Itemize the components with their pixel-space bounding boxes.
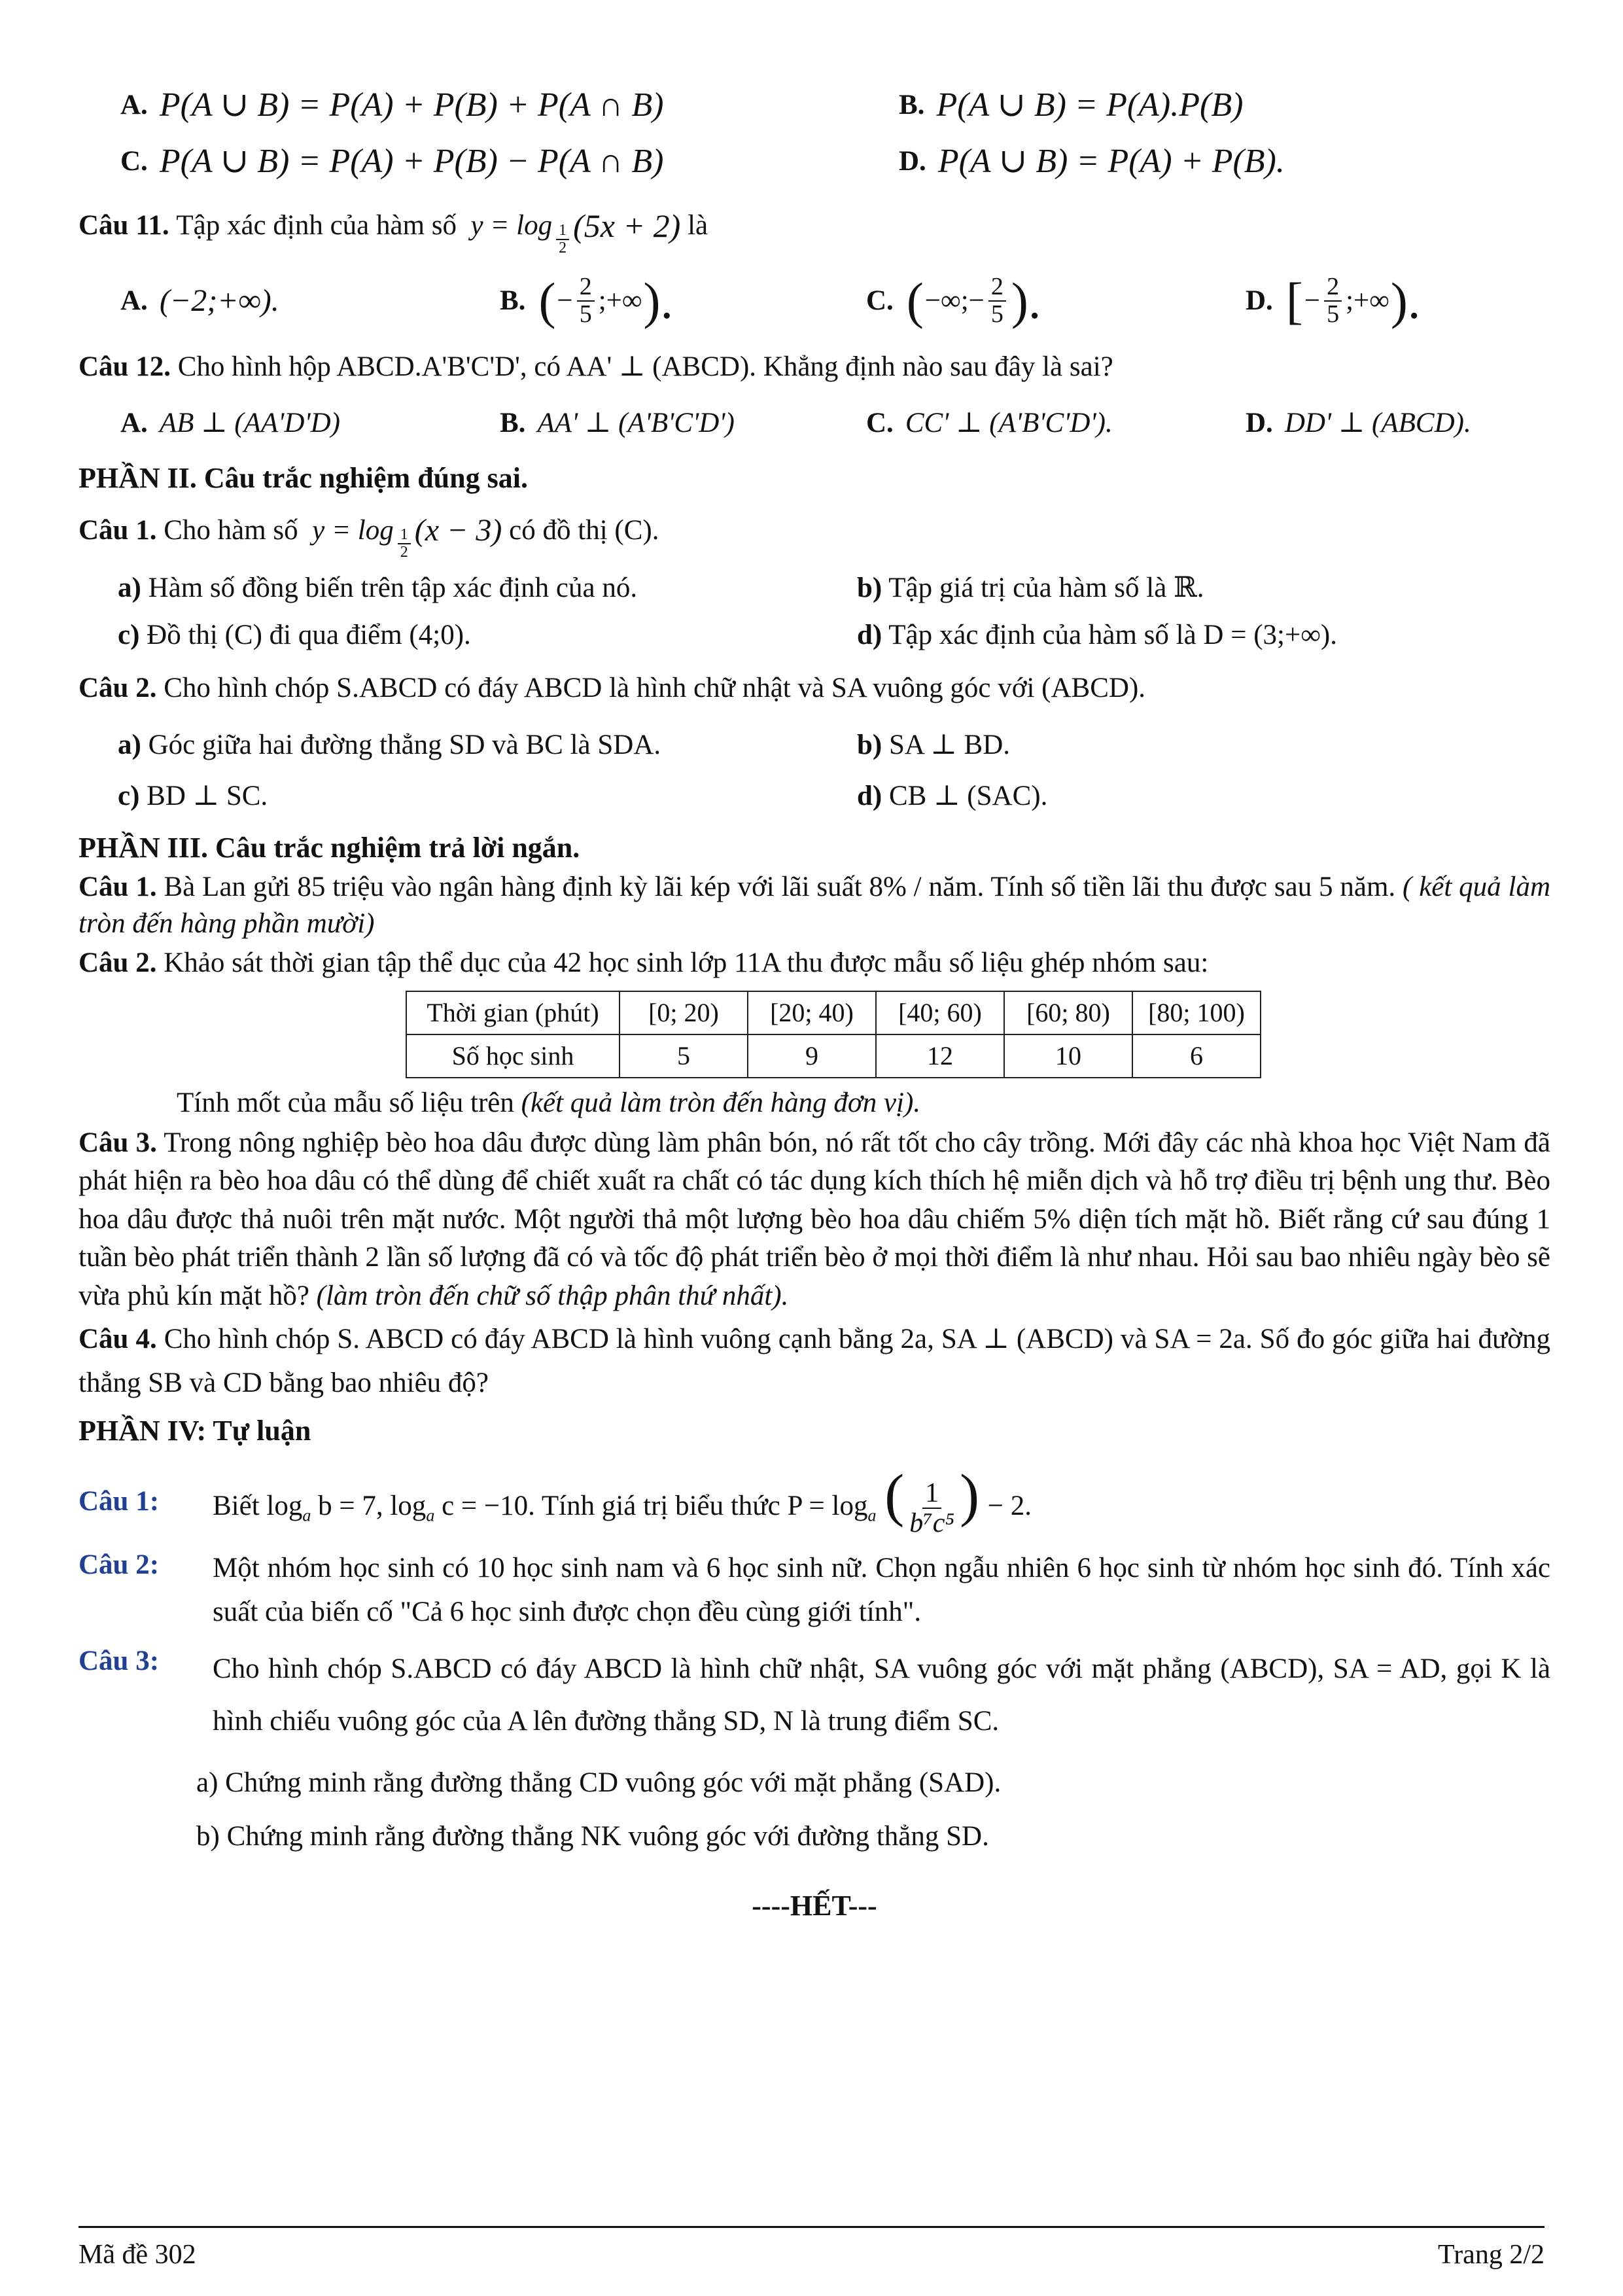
fraction (988, 274, 1006, 328)
statement-label: b) (857, 573, 882, 604)
question-text: Khảo sát thời gian tập thể dục của 42 học sinh lớp 11A thu được mẫu số liệu ghép nhóm sau: (164, 947, 1209, 979)
formula: y = log (312, 515, 394, 546)
table-cell: [0; 20) (620, 991, 748, 1034)
q10-option-b (899, 83, 1243, 128)
part2-q2-stem (79, 659, 1550, 718)
option-label: C. (866, 408, 894, 439)
table-cell: [80; 100) (1132, 991, 1261, 1034)
subpart-a: a) Chứng minh rằng đường thẳng CD vuông góc với mặt phẳng (SAD). (196, 1767, 1002, 1799)
fraction-num: 2 (988, 274, 1006, 302)
fraction-den: 5 (579, 300, 592, 328)
part2-q1-row-ab (79, 565, 1550, 612)
question-label: Câu 12. (79, 351, 171, 383)
option-label: A. (120, 408, 148, 439)
part3-q4 (79, 1318, 1550, 1405)
log-base-den: 2 (559, 239, 567, 256)
q10-option-a (79, 83, 899, 128)
part4-q1 (79, 1462, 1550, 1538)
statement-text: Góc giữa hai đường thẳng SD và BC là SDA. (148, 730, 661, 761)
option-text: AA' ⊥ (A'B'C'D') (537, 408, 735, 439)
option-pre: − (557, 285, 573, 317)
option-text: P(A ∪ B) = P(A) + P(B). (937, 143, 1285, 181)
question-label: Câu 1. (79, 515, 157, 546)
q11-options (79, 262, 1550, 340)
option-label: B. (500, 285, 526, 317)
option-text: P(A ∪ B) = P(A) + P(B) + P(A ∩ B) (159, 86, 664, 124)
option-post: ;+∞ (1346, 285, 1389, 317)
statement-label: d) (857, 781, 882, 812)
page-number: Trang 2/2 (1438, 2240, 1544, 2270)
paren-open: ( (538, 272, 556, 329)
part3-q2-after (79, 1085, 1550, 1122)
table-cell: 10 (1004, 1034, 1132, 1078)
exam-page (79, 77, 1550, 1924)
part2-q2-row-cd (79, 773, 1550, 820)
q12-option-a (79, 405, 500, 442)
table-row (406, 991, 1261, 1034)
statement-text: Tập giá trị của hàm số là ℝ. (888, 573, 1204, 604)
question-note: (làm tròn đến chữ số thập phân thứ nhất). (316, 1280, 789, 1311)
part2-q2-row-ab (79, 718, 1550, 773)
option-label: A. (120, 90, 148, 121)
part4-q3-subparts (79, 1756, 1550, 1863)
question-label: Câu 3: (79, 1646, 160, 1677)
fraction-num: 2 (577, 274, 595, 302)
question-text: Tập xác định của hàm số (176, 210, 457, 241)
question-text: Cho hình chóp S.ABCD có đáy ABCD là hình chữ nhật, SA vuông góc với mặt phẳng (ABCD), SA = AD, gọi K là hình chiếu vuông góc của A lên đường thẳng SD, N là trung điểm SC. (213, 1653, 1550, 1737)
question-text: Cho hình hộp ABCD.A'B'C'D', có AA' ⊥ (ABCD). Khẳng định nào sau đây là sai? (177, 351, 1113, 383)
log-subscript: a (426, 1506, 435, 1525)
table-cell: 9 (748, 1034, 876, 1078)
question-text: Một nhóm học sinh có 10 học sinh nam và 6 học sinh nữ. Chọn ngẫu nhiên 6 học sinh từ nhóm học sinh đó. Tính xác suất của biến cố "Cả 6 học sinh được chọn đều cùng giới tính". (213, 1552, 1550, 1627)
q12-options (79, 394, 1550, 453)
option-text: DD' ⊥ (ABCD). (1284, 408, 1471, 439)
statement-label: a) (118, 573, 141, 604)
question-label: Câu 4. (79, 1324, 157, 1355)
question-text-post: có đồ thị (C). (509, 515, 659, 546)
grouped-data-table (406, 991, 1261, 1078)
option-pre: −∞;− (924, 285, 985, 317)
part3-q2 (79, 945, 1550, 981)
formula-arg: (5x + 2) (573, 207, 681, 244)
q10-option-c (79, 139, 899, 184)
table-cell: Thời gian (phút) (406, 991, 620, 1034)
statement-text: Tập xác định của hàm số là D = (3;+∞). (888, 620, 1337, 651)
log-subscript: a (867, 1506, 877, 1525)
text-part: − 2. (987, 1490, 1032, 1521)
paren-close: ). (1390, 272, 1421, 329)
bracket-open: [ (1285, 272, 1303, 329)
question-text: Cho hình chóp S.ABCD có đáy ABCD là hình chữ nhật và SA vuông góc với (ABCD). (164, 673, 1146, 704)
part2-q1-stem (79, 497, 1550, 565)
page-footer (79, 2226, 1544, 2273)
question-label: Câu 1: (79, 1486, 160, 1517)
q10-option-d (899, 139, 1285, 184)
table-cell: [60; 80) (1004, 991, 1132, 1034)
statement-text: SA ⊥ BD. (888, 730, 1011, 761)
option-label: C. (866, 285, 894, 317)
option-label: C. (120, 146, 148, 177)
section-title-part4: PHẦN IV: Tự luận (79, 1414, 311, 1447)
paren-close: ). (643, 272, 674, 329)
question-text: Biết $\log_a b = 7$, $\log_a c = -10$. Tính giá trị biểu thức $P = \log_a$ ( $\frac{1}{\text{b⁷c⁵}}$ ) − 2. (213, 1462, 1032, 1538)
statement-text: Đồ thị (C) đi qua điểm (4;0). (147, 620, 471, 651)
q11-option-a (79, 281, 500, 321)
question-note: (kết quả làm tròn đến hàng đơn vị). (521, 1087, 921, 1119)
q12-stem (79, 340, 1550, 394)
formula: y = log (470, 210, 553, 241)
end-marker: ----HẾT--- (752, 1889, 877, 1922)
log-subscript: a (302, 1506, 311, 1525)
fraction-den: 5 (990, 300, 1003, 328)
q11-stem (79, 190, 1550, 262)
question-tail: là (688, 210, 708, 241)
paren-open: ( (906, 272, 924, 329)
q10-options-row-2 (79, 133, 1550, 190)
fraction (1324, 274, 1342, 328)
question-label: Câu 2. (79, 673, 157, 704)
text-part: c = −10. Tính giá trị biểu thức P = log (442, 1490, 868, 1521)
statement-text: Hàm số đồng biến trên tập xác định của nó. (148, 573, 638, 604)
q11-option-b (500, 274, 866, 328)
q12-option-c (866, 405, 1246, 442)
text-part: b = 7, log (318, 1490, 427, 1521)
option-text: CC' ⊥ (A'B'C'D'). (905, 408, 1113, 439)
statement-text: CB ⊥ (SAC). (888, 781, 1048, 812)
question-text: Cho hàm số (164, 515, 298, 546)
question-text: Tính mốt của mẫu số liệu trên (177, 1087, 514, 1119)
question-text: Cho hình chóp S. ABCD có đáy ABCD là hình vuông cạnh bằng 2a, SA ⊥ (ABCD) và SA = 2a. Số đo góc giữa hai đường thẳng SB và CD bằng bao nhiêu độ? (79, 1324, 1551, 1398)
option-text: P(A ∪ B) = P(A).P(B) (936, 86, 1244, 124)
fraction (909, 1479, 954, 1538)
table-cell: Số học sinh (406, 1034, 620, 1078)
table-cell: [20; 40) (748, 991, 876, 1034)
table-row (406, 1034, 1261, 1078)
fraction-den: b⁷c⁵ (909, 1508, 955, 1538)
part4-q3 (79, 1643, 1550, 1747)
log-base (398, 527, 411, 561)
statement-label: a) (118, 730, 141, 761)
statement-label: c) (118, 620, 140, 651)
fraction (577, 274, 595, 328)
q10-options-row-1 (79, 77, 1550, 133)
option-text: AB ⊥ (AA'D'D) (159, 408, 340, 439)
table-cell: [40; 60) (876, 991, 1004, 1034)
section-title-part2: PHẦN II. Câu trắc nghiệm đúng sai. (79, 462, 528, 494)
question-label: Câu 11. (79, 210, 169, 241)
formula-arg: (x − 3) (414, 512, 502, 548)
table-cell: 5 (620, 1034, 748, 1078)
option-label: B. (500, 408, 526, 439)
question-label: Câu 1. (79, 872, 157, 903)
log-base-num: 1 (398, 527, 411, 544)
section-title-part3: PHẦN III. Câu trắc nghiệm trả lời ngắn. (79, 832, 580, 864)
statement-label: d) (857, 620, 882, 651)
option-text: P(A ∪ B) = P(A) + P(B) − P(A ∩ B) (159, 143, 664, 181)
log-base-den: 2 (400, 544, 408, 561)
subpart-b: b) Chứng minh rằng đường thẳng NK vuông góc với đường thẳng SD. (196, 1821, 989, 1852)
table-cell: 6 (1132, 1034, 1261, 1078)
log-base (556, 222, 569, 256)
option-post: ;+∞ (598, 285, 642, 317)
question-label: Câu 3. (79, 1127, 157, 1158)
option-label: B. (899, 90, 925, 121)
question-label: Câu 2: (79, 1549, 160, 1580)
statement-label: b) (857, 730, 882, 761)
option-label: D. (1246, 285, 1273, 317)
option-label: D. (899, 146, 926, 177)
part2-q1-row-cd (79, 612, 1550, 659)
q11-option-d (1246, 274, 1422, 328)
question-label: Câu 2. (79, 947, 157, 979)
text-part: Biết log (213, 1490, 303, 1521)
option-pre: − (1304, 285, 1321, 317)
exam-code: Mã đề 302 (79, 2240, 196, 2270)
option-label: D. (1246, 408, 1273, 439)
question-text: Bà Lan gửi 85 triệu vào ngân hàng định kỳ lãi kép với lãi suất 8% / năm. Tính số tiền lãi thu được sau 5 năm. (164, 872, 1396, 903)
statement-text: BD ⊥ SC. (147, 781, 268, 812)
option-text: (−2;+∞). (159, 283, 279, 318)
part4-q2 (79, 1547, 1550, 1634)
q12-option-b (500, 405, 866, 442)
fraction-num: 1 (922, 1479, 941, 1509)
statement-label: c) (118, 781, 140, 812)
q12-option-d (1246, 405, 1471, 442)
paren-close: ). (1011, 272, 1041, 329)
question-note: ( kết quả làm tròn đến hàng phần mười) (79, 872, 1551, 940)
table-cell: 12 (876, 1034, 1004, 1078)
log-base-num: 1 (556, 222, 569, 240)
option-label: A. (120, 285, 148, 317)
fraction-num: 2 (1324, 274, 1342, 302)
q11-option-c (866, 274, 1246, 328)
question-text: Trong nông nghiệp bèo hoa dâu được dùng làm phân bón, nó rất tốt cho cây trồng. Mới đây các nhà khoa học Việt Nam đã phát hiện ra bèo hoa dâu có thể dùng để chiết xuất ra chất có tác dụng kích thích hệ miễn dịch và hỗ trợ điều trị bệnh ung thư. Bèo hoa dâu được thả nuôi trên mặt nước. Một người thả một lượng bèo hoa dâu chiếm 5% diện tích mặt hồ. Biết rằng cứ sau đúng 1 tuần bèo phát triển thành 2 lần số lượng đã có và tốc độ phát triển bèo ở mọi thời điểm là như nhau. Hỏi sau bao nhiêu ngày bèo sẽ vừa phủ kín mặt hồ? (79, 1127, 1551, 1311)
fraction-den: 5 (1327, 300, 1340, 328)
part3-q1 (79, 869, 1550, 942)
part3-q3 (79, 1124, 1550, 1315)
